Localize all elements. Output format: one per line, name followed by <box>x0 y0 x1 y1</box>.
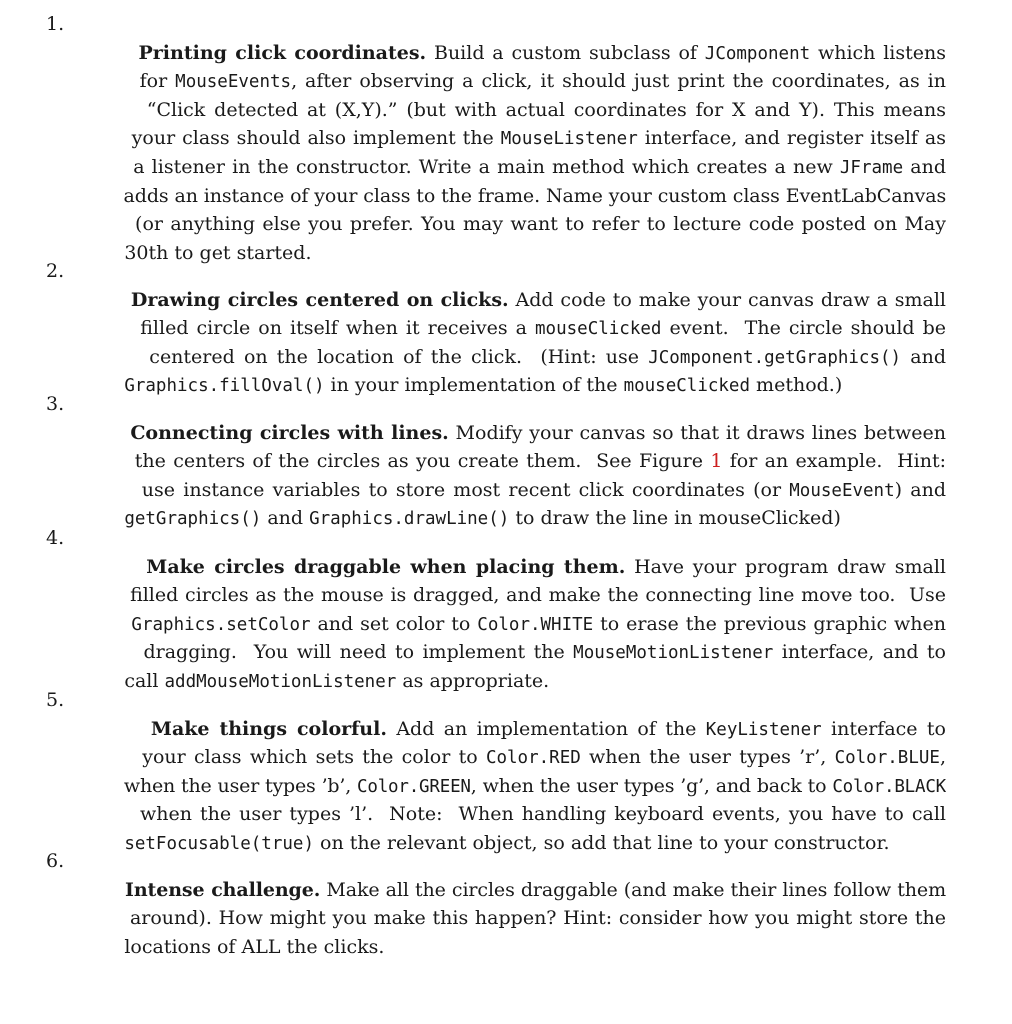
task-heading: Intense challenge. <box>125 878 321 901</box>
text-segment: , after observing a click, it should just print the coordinates, as in <box>291 70 946 93</box>
code-term: MouseEvents <box>175 72 292 93</box>
task-number: 2. <box>46 260 65 282</box>
text-segment: and <box>903 155 946 178</box>
code-term: addMouseMotionListener <box>164 671 397 692</box>
text-segment: 30th to get started. <box>124 241 312 264</box>
text-segment: when the user types ’b’, <box>123 774 358 797</box>
text-line <box>76 257 946 311</box>
text-segment: dragging. You will need to implement the <box>143 641 574 664</box>
text-segment: when the user types ’r’, <box>580 746 835 769</box>
text-line <box>76 686 946 740</box>
code-term: JFrame <box>839 157 904 178</box>
text-segment: in your implementation of the <box>324 374 624 397</box>
task-text <box>76 257 946 397</box>
text-segment: Modify your canvas so that it draws lines between <box>448 421 946 444</box>
text-segment: interface, and register itself as <box>637 127 946 150</box>
text-segment: filled circle on itself when it receives a <box>140 317 536 340</box>
code-term: Color.GREEN <box>357 776 471 797</box>
text-segment: for an example. Hint: <box>722 450 946 473</box>
text-segment: your class which sets the color to <box>142 746 486 769</box>
text-line <box>76 524 946 578</box>
text-segment: locations of ALL the clicks. <box>124 935 385 958</box>
text-segment: filled circles as the mouse is dragged, and make the connecting line move too. Use <box>130 584 946 607</box>
text-segment: “Click detected at (X,Y).” (but with actual coordinates for X and Y). This means <box>146 98 946 121</box>
code-term: Graphics.fillOval() <box>124 376 325 397</box>
text-segment: a listener in the constructor. Write a main method which creates a new <box>133 155 840 178</box>
text-segment: the centers of the circles as you create them. See Figure <box>134 450 711 473</box>
text-segment: , <box>939 746 946 769</box>
code-term: JComponent <box>704 43 811 64</box>
task-number: 3. <box>46 393 65 415</box>
code-term: MouseEvent <box>789 480 895 501</box>
text-segment: when the user types ’l’. Note: When handling keyboard events, you have to call <box>140 803 946 826</box>
figure-reference-link[interactable]: 1 <box>710 450 723 473</box>
text-segment: centered on the location of the click. (Hint: use <box>149 345 649 368</box>
code-term: getGraphics() <box>124 509 262 530</box>
text-segment: call <box>124 669 165 692</box>
task-text <box>76 524 946 692</box>
text-segment: to erase the previous graphic when <box>593 612 946 635</box>
code-term: Color.BLACK <box>832 776 947 797</box>
code-term: KeyListener <box>705 719 822 740</box>
task-number: 4. <box>46 527 65 549</box>
code-term: Graphics.setColor <box>131 614 311 635</box>
text-segment: Add an implementation of the <box>386 717 706 740</box>
task-number: 1. <box>46 13 65 35</box>
text-segment: , when the user types ’g’, and back to <box>470 774 833 797</box>
text-segment: to draw the line in mouseClicked) <box>509 507 841 530</box>
text-segment: event. The circle should be <box>661 317 946 340</box>
text-segment: your class should also implement the <box>131 127 501 150</box>
code-term: Color.WHITE <box>477 614 594 635</box>
code-term: setFocusable(true) <box>124 833 314 854</box>
code-term: JComponent.getGraphics() <box>648 347 902 368</box>
task-heading: Connecting circles with lines. <box>130 421 449 444</box>
text-segment: and <box>901 345 946 368</box>
task-heading: Drawing circles centered on clicks. <box>130 288 509 311</box>
task-heading: Make things colorful. <box>150 717 387 740</box>
text-segment: use instance variables to store most recent click coordinates (or <box>141 478 790 501</box>
text-segment: Have your program draw small <box>625 555 946 578</box>
text-segment: interface to <box>821 717 946 740</box>
code-term: MouseMotionListener <box>573 643 774 664</box>
code-term: Color.BLUE <box>834 748 940 769</box>
text-segment: (or anything else you prefer. You may want to refer to lecture code posted on May <box>135 213 946 236</box>
code-term: mouseClicked <box>623 376 751 397</box>
text-segment: and <box>261 507 310 530</box>
text-segment: for <box>139 70 176 93</box>
text-segment: ) and <box>894 478 946 501</box>
code-term: Color.RED <box>485 748 581 769</box>
code-term: mouseClicked <box>535 319 662 340</box>
task-text <box>76 686 947 854</box>
task-text <box>76 390 946 530</box>
text-line <box>76 10 946 64</box>
text-segment: method.) <box>750 374 843 397</box>
task-heading: Make circles draggable when placing them. <box>146 555 626 578</box>
text-segment: and set color to <box>310 612 478 635</box>
task-text <box>76 847 946 958</box>
task-number: 6. <box>46 850 65 872</box>
text-segment: adds an instance of your class to the frame. Name your custom class EventLabCanvas <box>123 184 947 207</box>
task-heading: Printing click coordinates. <box>138 41 427 64</box>
text-line <box>76 390 946 444</box>
text-segment: on the relevant object, so add that line to your constructor. <box>313 831 890 854</box>
task-text <box>76 10 947 264</box>
text-line <box>76 847 946 901</box>
text-segment: as appropriate. <box>396 669 550 692</box>
text-segment: Build a custom subclass of <box>426 41 705 64</box>
text-segment: Add code to make your canvas draw a small <box>508 288 946 311</box>
code-term: Graphics.drawLine() <box>309 509 510 530</box>
code-term: MouseListener <box>500 129 638 150</box>
text-segment: Make all the circles draggable (and make their lines follow them <box>320 878 946 901</box>
text-segment: interface, and to <box>773 641 946 664</box>
text-segment: which listens <box>810 41 946 64</box>
task-number: 5. <box>46 689 65 711</box>
text-segment: around). How might you make this happen? Hint: consider how you might store the <box>129 907 946 930</box>
